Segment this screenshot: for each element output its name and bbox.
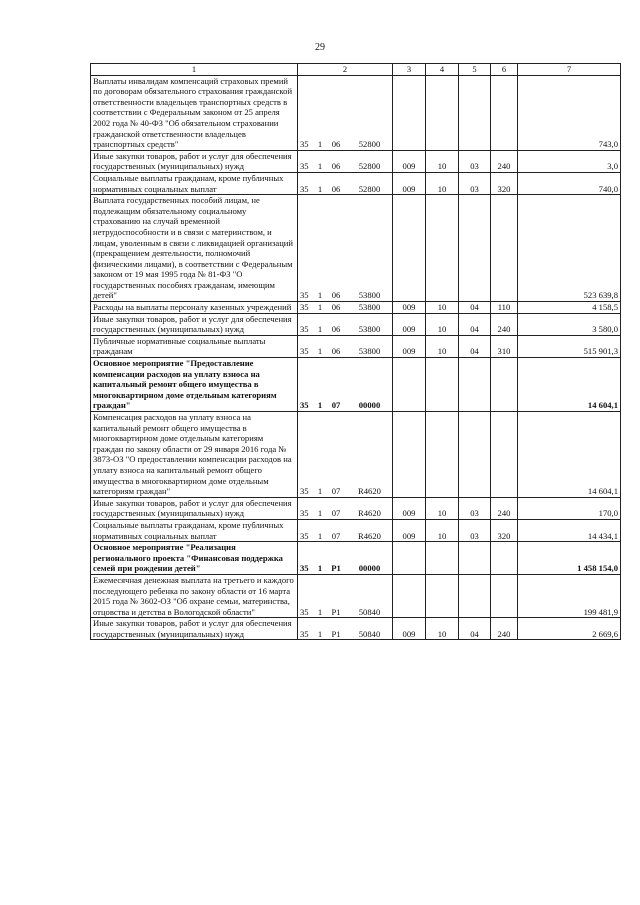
row-ministry-code [393,542,426,575]
code-subprogram: 1 [317,161,323,172]
table-row [91,574,621,617]
row-amount: 3 580,0 [518,313,621,335]
row-expense-type [491,574,518,617]
code-program: 35 [300,508,309,519]
row-description: Компенсация расходов на уплату взноса на капитальный ремонт общего имущества в многоквартирном доме отдельным категориям граждан по закону области от 29 января 2016 года № 3873-ОЗ "О предоставлении компенсации расходов на уплату взноса на капитальный ремонт общего имущества в многоквартирном доме отдельным категориям граждан" [91,412,298,498]
code-subprogram: 1 [317,139,323,150]
row-section: 10 [426,335,459,357]
column-header: 2 [298,64,393,76]
row-section: 10 [426,302,459,314]
row-ministry-code: 009 [393,302,426,314]
code-direction: R4620 [358,486,381,497]
row-ministry-code: 009 [393,618,426,640]
table-row [91,497,621,519]
row-expense-type: 240 [491,618,518,640]
row-subsection [459,358,491,412]
code-subprogram: 1 [317,290,323,301]
row-section [426,75,459,150]
table-row [91,302,621,314]
code-subprogram: 1 [317,302,323,313]
row-amount: 199 481,9 [518,574,621,617]
code-direction: 00000 [358,563,381,574]
code-direction: 52800 [358,183,381,194]
row-ministry-code: 009 [393,497,426,519]
code-event: 06 [331,183,341,194]
code-subprogram: 1 [317,486,323,497]
code-program: 35 [300,183,309,194]
row-subsection: 03 [459,172,491,194]
row-amount: 14 434,1 [518,519,621,541]
row-amount: 740,0 [518,172,621,194]
code-direction: 50840 [358,628,381,639]
row-subsection: 04 [459,313,491,335]
code-direction: 50840 [358,606,381,617]
row-subsection: 03 [459,519,491,541]
row-subsection [459,195,491,302]
row-subsection [459,574,491,617]
column-header: 7 [518,64,621,76]
row-code [298,75,393,150]
row-subsection [459,542,491,575]
row-subsection: 04 [459,618,491,640]
code-subprogram: 1 [317,530,323,541]
row-ministry-code: 009 [393,313,426,335]
code-event: 06 [331,290,341,301]
row-code [298,497,393,519]
row-description: Основное мероприятие "Реализация регионального проекта "Финансовая поддержка семей при рождении детей" [91,542,298,575]
row-section: 10 [426,519,459,541]
code-subprogram: 1 [317,183,323,194]
column-header: 6 [491,64,518,76]
row-description: Основное мероприятие "Предоставление компенсации расходов на уплату взноса на капитальный ремонт общего имущества в многоквартирном доме отдельным категориям граждан" [91,358,298,412]
row-expense-type [491,358,518,412]
code-subprogram: 1 [317,563,323,574]
row-code [298,618,393,640]
code-direction: 53800 [358,290,381,301]
row-amount: 14 604,1 [518,412,621,498]
row-expense-type: 110 [491,302,518,314]
column-header: 1 [91,64,298,76]
code-event: 06 [331,161,341,172]
header-row [91,64,621,76]
code-event: 07 [331,530,341,541]
row-section [426,412,459,498]
row-description: Ежемесячная денежная выплата на третьего и каждого последующего ребенка по закону области от 16 марта 2015 года № 3602-ОЗ "Об охране семьи, материнства, отцовства и детства в Вологодской области" [91,574,298,617]
row-section [426,195,459,302]
row-amount: 14 604,1 [518,358,621,412]
row-ministry-code: 009 [393,150,426,172]
code-event: 06 [331,346,341,357]
row-expense-type: 240 [491,497,518,519]
row-amount: 1 458 154,0 [518,542,621,575]
row-amount: 2 669,6 [518,618,621,640]
code-direction: 00000 [358,400,381,411]
code-subprogram: 1 [317,324,323,335]
row-ministry-code: 009 [393,519,426,541]
row-description: Расходы на выплаты персоналу казенных учреждений [91,302,298,314]
table-row [91,335,621,357]
row-code [298,172,393,194]
code-program: 35 [300,606,309,617]
code-subprogram: 1 [317,628,323,639]
row-code [298,335,393,357]
code-subprogram: 1 [317,508,323,519]
code-direction: 53800 [358,346,381,357]
code-subprogram: 1 [317,346,323,357]
row-expense-type: 240 [491,150,518,172]
row-ministry-code [393,574,426,617]
row-section [426,574,459,617]
row-expense-type [491,412,518,498]
code-direction: 52800 [358,161,381,172]
row-description: Выплата государственных пособий лицам, не подлежащим обязательному социальному страхованию на случай временной нетрудоспособности и в связи с материнством, и лицам, уволенным в связи с ликвидацией организаций (прекращением деятельности, полномочий физическими лицами), в соответствии с Федеральным законом от 19 мая 1995 года № 81-ФЗ "О государственных пособиях гражданам, имеющим детей" [91,195,298,302]
row-section: 10 [426,618,459,640]
table-row [91,313,621,335]
code-program: 35 [300,486,309,497]
table-row [91,195,621,302]
row-expense-type [491,75,518,150]
column-header: 3 [393,64,426,76]
code-event: P1 [331,563,341,574]
table-row [91,412,621,498]
table-row [91,542,621,575]
code-program: 35 [300,302,309,313]
table-row [91,75,621,150]
row-expense-type: 240 [491,313,518,335]
row-subsection: 04 [459,302,491,314]
code-program: 35 [300,346,309,357]
table-row [91,150,621,172]
row-code [298,574,393,617]
row-amount: 3,0 [518,150,621,172]
code-program: 35 [300,139,309,150]
row-code [298,358,393,412]
row-expense-type: 310 [491,335,518,357]
row-ministry-code [393,358,426,412]
row-amount: 170,0 [518,497,621,519]
code-event: 06 [331,324,341,335]
row-amount: 515 901,3 [518,335,621,357]
column-header: 5 [459,64,491,76]
row-expense-type: 320 [491,519,518,541]
row-code [298,302,393,314]
row-code [298,150,393,172]
row-subsection: 04 [459,335,491,357]
row-amount: 743,0 [518,75,621,150]
row-description: Иные закупки товаров, работ и услуг для обеспечения государственных (муниципальных) нужд [91,313,298,335]
table-row [91,172,621,194]
code-subprogram: 1 [317,606,323,617]
row-ministry-code [393,412,426,498]
row-code [298,412,393,498]
row-subsection [459,75,491,150]
code-program: 35 [300,563,309,574]
row-ministry-code: 009 [393,335,426,357]
code-event: P1 [331,606,341,617]
table-row [91,618,621,640]
row-amount: 4 158,5 [518,302,621,314]
row-section: 10 [426,313,459,335]
row-description: Социальные выплаты гражданам, кроме публичных нормативных социальных выплат [91,172,298,194]
code-event: 07 [331,486,341,497]
code-program: 35 [300,161,309,172]
row-section [426,542,459,575]
row-subsection: 03 [459,150,491,172]
row-subsection: 03 [459,497,491,519]
row-code [298,519,393,541]
code-direction: R4620 [358,508,381,519]
row-amount: 523 639,8 [518,195,621,302]
row-description: Иные закупки товаров, работ и услуг для обеспечения государственных (муниципальных) нужд [91,497,298,519]
code-direction: R4620 [358,530,381,541]
row-expense-type: 320 [491,172,518,194]
row-subsection [459,412,491,498]
row-ministry-code: 009 [393,172,426,194]
row-section [426,358,459,412]
code-event: 06 [331,302,341,313]
row-description: Публичные нормативные социальные выплаты гражданам [91,335,298,357]
code-direction: 52800 [358,139,381,150]
code-event: 06 [331,139,341,150]
code-direction: 53800 [358,324,381,335]
row-description: Иные закупки товаров, работ и услуг для обеспечения государственных (муниципальных) нужд [91,618,298,640]
row-section: 10 [426,497,459,519]
code-program: 35 [300,324,309,335]
code-subprogram: 1 [317,400,323,411]
row-description: Выплаты инвалидам компенсаций страховых премий по договорам обязательного страхования гражданской ответственности владельцев транспортных средств в соответствии с Федеральным законом от 25 апреля 2002 года № 40-ФЗ "Об обязательном страховании гражданской ответственности владельцев транспортных средств" [91,75,298,150]
row-code [298,195,393,302]
table-row [91,519,621,541]
row-expense-type [491,195,518,302]
table-body [91,75,621,640]
page-number: 29 [315,42,325,53]
code-event: P1 [331,628,341,639]
row-ministry-code [393,75,426,150]
code-event: 07 [331,508,341,519]
row-section: 10 [426,150,459,172]
table-row [91,358,621,412]
row-description: Иные закупки товаров, работ и услуг для обеспечения государственных (муниципальных) нужд [91,150,298,172]
code-program: 35 [300,290,309,301]
code-program: 35 [300,628,309,639]
row-expense-type [491,542,518,575]
row-code [298,542,393,575]
code-direction: 53800 [358,302,381,313]
budget-table [90,63,621,640]
code-event: 07 [331,400,341,411]
row-section: 10 [426,172,459,194]
column-header: 4 [426,64,459,76]
row-description: Социальные выплаты гражданам, кроме публичных нормативных социальных выплат [91,519,298,541]
row-code [298,313,393,335]
code-program: 35 [300,530,309,541]
code-program: 35 [300,400,309,411]
row-ministry-code [393,195,426,302]
